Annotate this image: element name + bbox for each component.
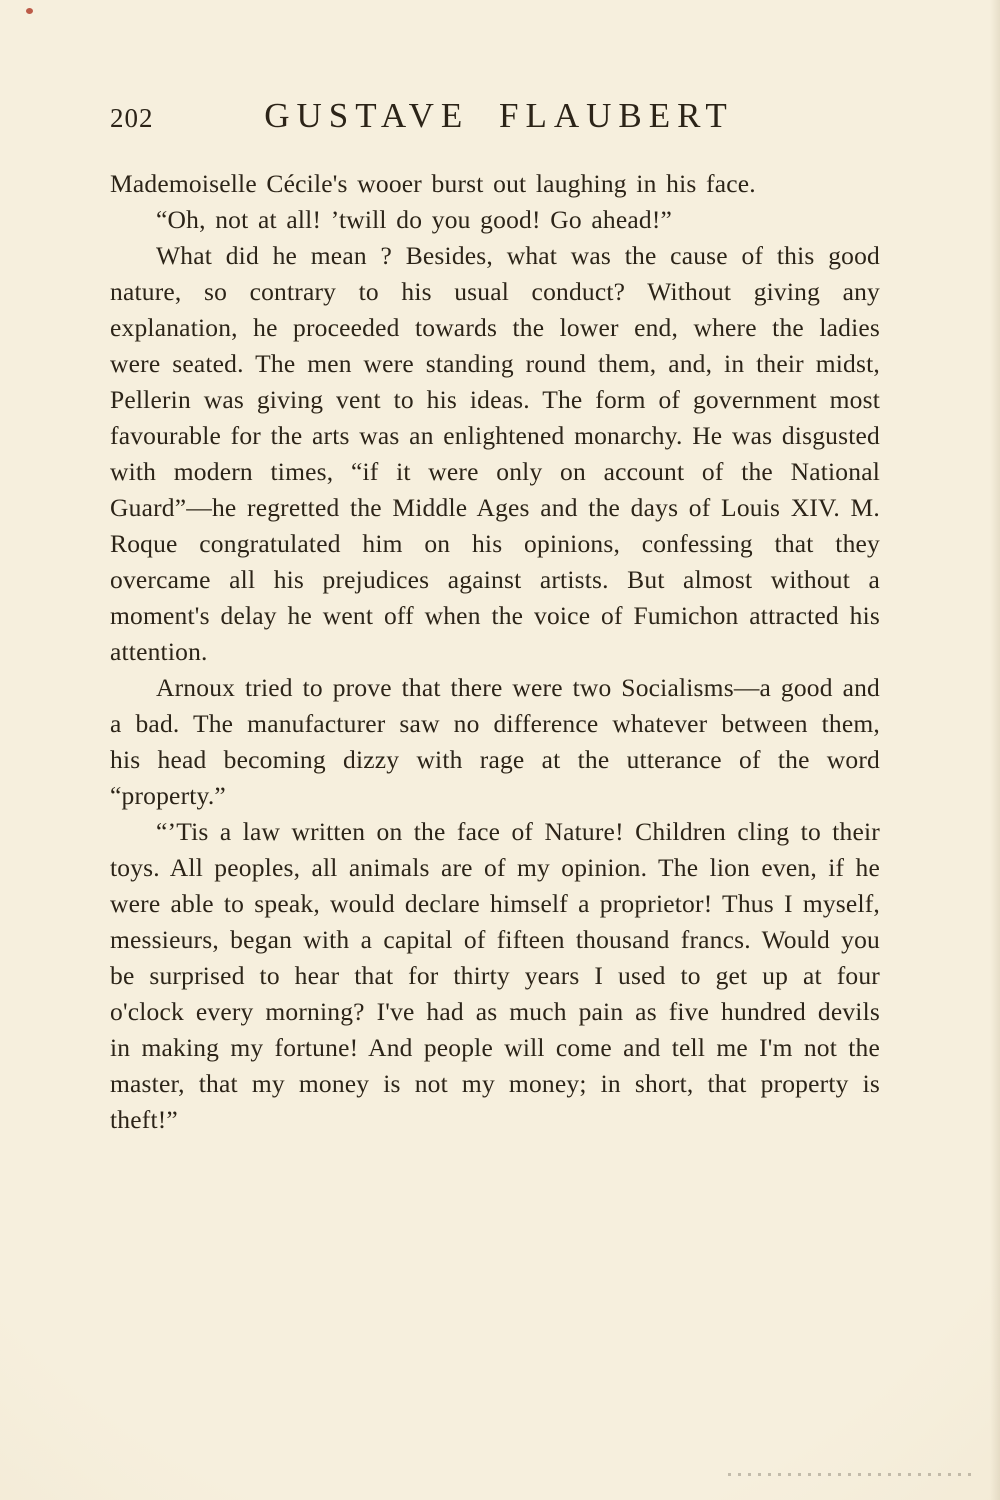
page-edge-shading [990,0,1000,1500]
scan-dots-artifact [728,1473,978,1476]
body-text-block [110,166,880,1138]
paragraph: “Oh, not at all! ’twill do you good! Go ahead!” [156,205,673,234]
paragraph: What did he mean ? Besides, what was the cause of this good nature, so contrary to his usual conduct? Without giving any explanation, he proceeded towards the lower end, where the ladies were seated. The men were standing round them, and, in their midst, Pellerin was giving vent to his ideas. The form of government most favourable for the arts was an enlightened monarchy. He was disgusted with modern times, “if it were only on account of the National Guard”—he regretted the Middle Ages and the days of Louis XIV. M. Roque congratulated him on his opinions, confessing that they overcame all his prejudices against artists. But almost without a moment's delay he went off when the voice of Fumichon attracted his attention. [110,241,880,666]
paragraph: Arnoux tried to prove that there were two Socialisms—a good and a bad. The manufacturer saw no difference whatever between them, his head becoming dizzy with rage at the utterance of the word “property.” [110,673,880,810]
running-header [110,96,878,136]
paragraph: Mademoiselle Cécile's wooer burst out laughing in his face. [110,169,756,198]
running-header-title: GUSTAVE FLAUBERT [264,96,734,135]
page-number: 202 [110,103,154,133]
scan-speck-artifact [26,8,33,14]
paragraph: “’Tis a law written on the face of Nature! Children cling to their toys. All peoples, all animals are of my opinion. The lion even, if he were able to speak, would declare himself a proprietor! Thus I myself, messieurs, began with a capital of fifteen thousand francs. Would you be surprised to hear that for thirty years I used to get up at four o'clock every morning? I've had as much pain as five hundred devils in making my fortune! And people will come and tell me I'm not the master, that my money is not my money; in short, that property is theft!” [110,817,880,1134]
